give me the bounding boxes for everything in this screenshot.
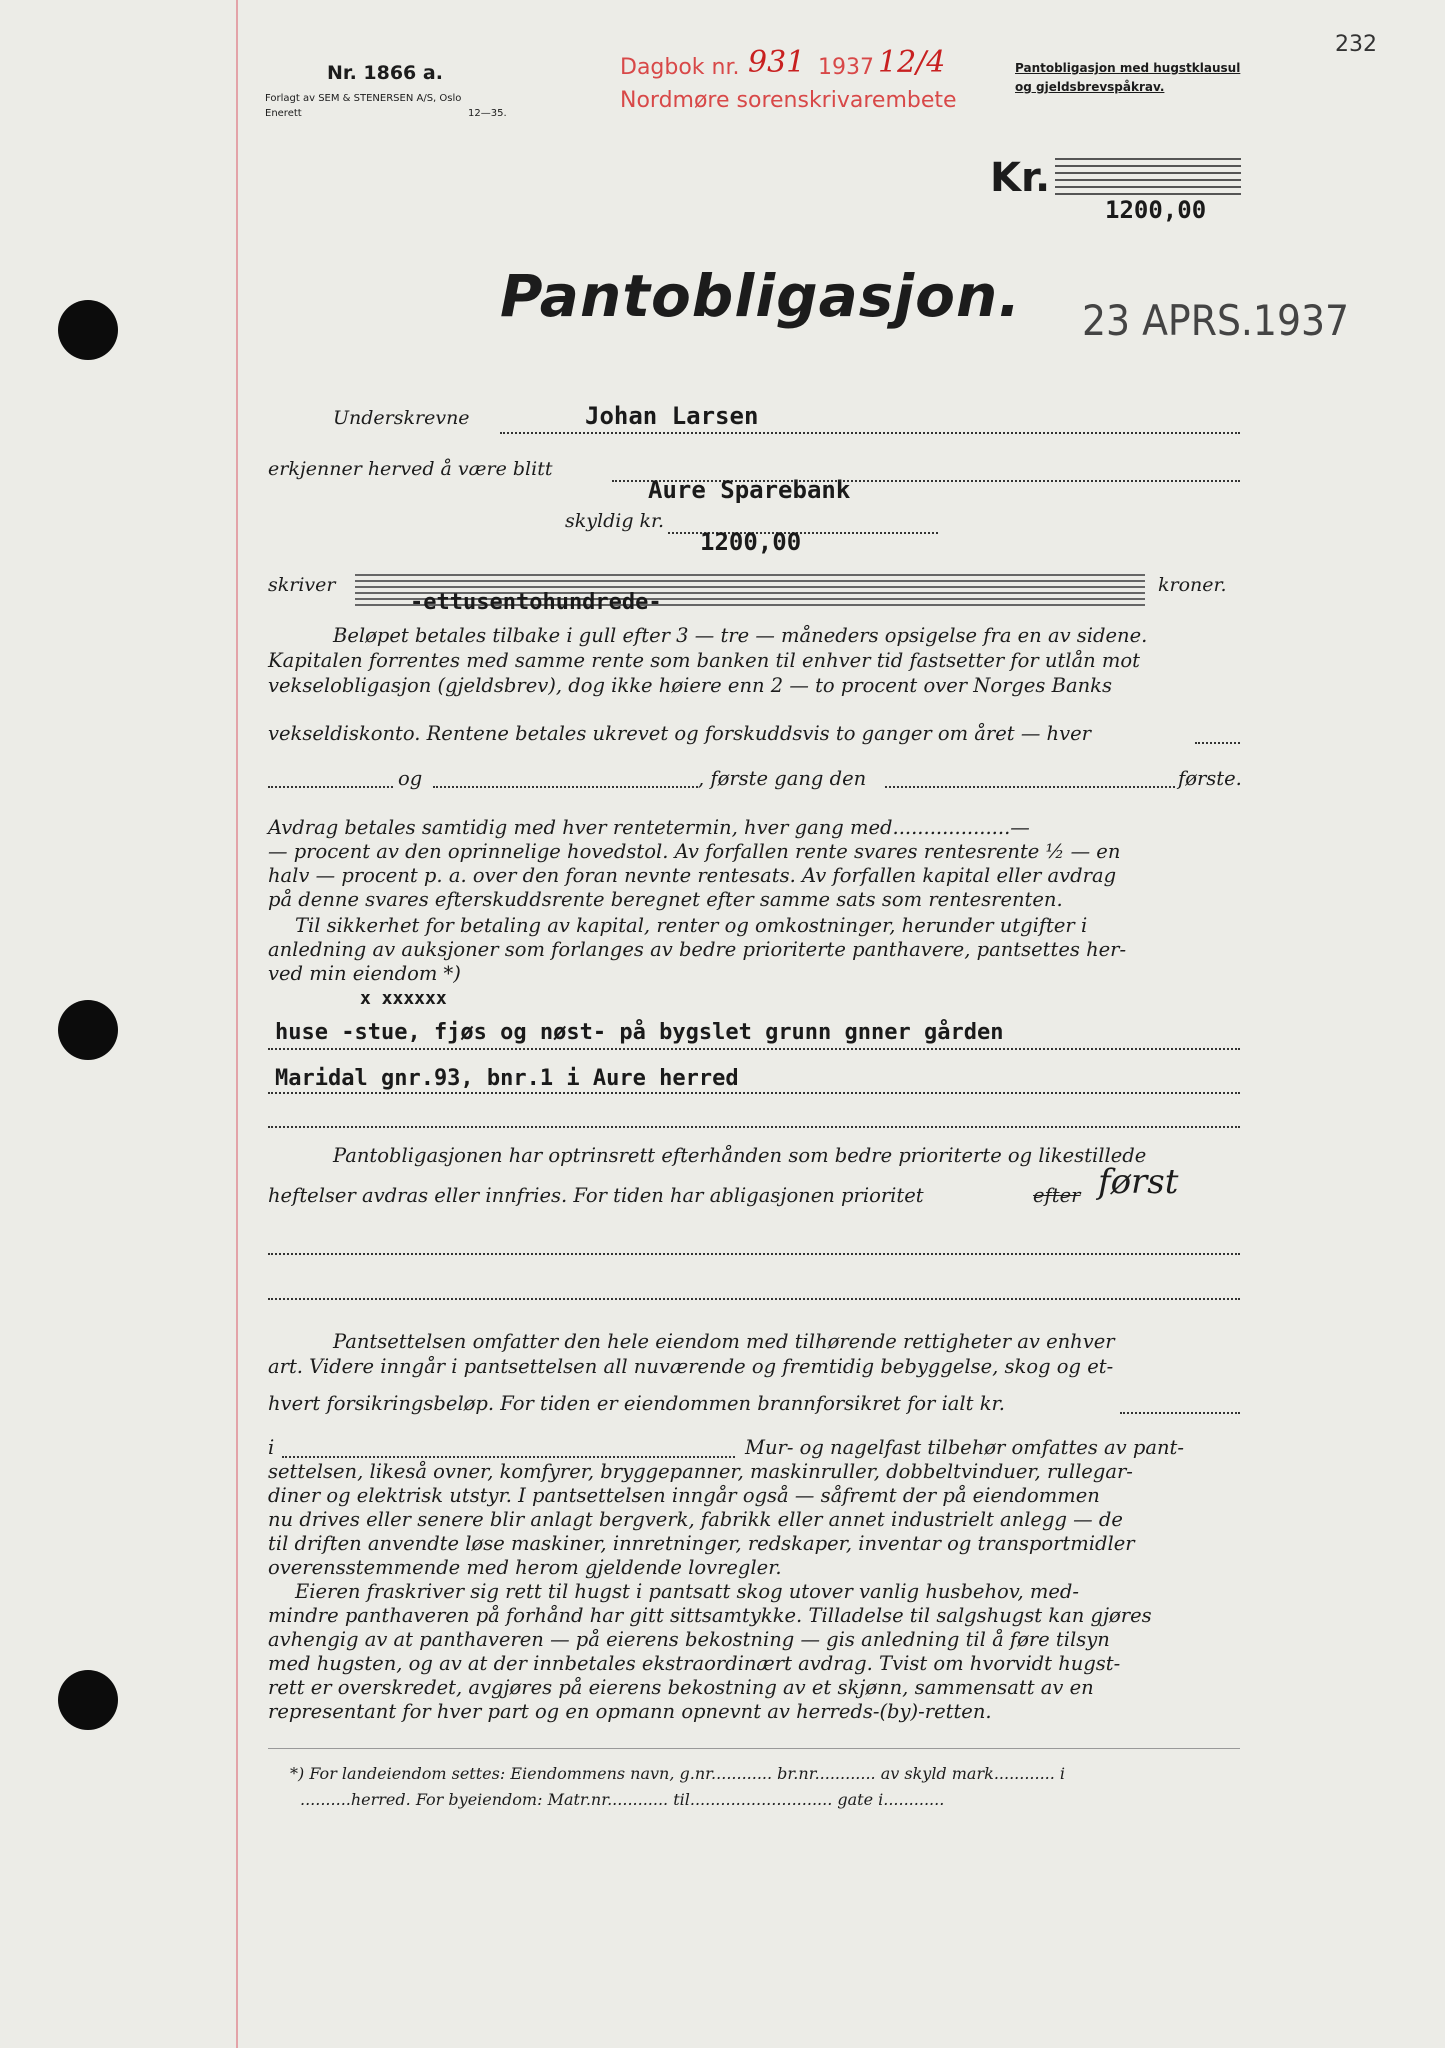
- property-line1: [268, 1048, 1240, 1050]
- para2-line4: på denne svares efterskuddsrente beregnet efter samme sats som rentesrenten.: [268, 888, 1063, 911]
- term-date2-line: [433, 786, 698, 788]
- terms-forstk: første.: [1178, 767, 1242, 790]
- para1-hver-line: [1195, 742, 1240, 744]
- para3-line2: heftelser avdras eller innfries. For tiden har abligasjonen prioritet: [268, 1184, 924, 1207]
- term-date1-line: [268, 786, 393, 788]
- term-date3-line: [885, 786, 1175, 788]
- undersigned-line: [500, 432, 1240, 434]
- para2-line3: halv — procent p. a. over den foran nevnte rentesats. Av forfallen kapital eller avdrag: [268, 864, 1117, 887]
- para4-insurance: hvert forsikringsbeløp. For tiden er eiendommen brannforsikret for ialt kr.: [268, 1392, 1005, 1415]
- para3-blank2: [268, 1298, 1240, 1300]
- property-overtype: x xxxxxx: [360, 988, 447, 1009]
- para4-rest3: nu drives eller senere blir anlagt bergverk, fabrikk eller annet industrielt anlegg — de: [268, 1508, 1123, 1531]
- property-line2: [268, 1092, 1240, 1094]
- footnote-rule: [268, 1748, 1240, 1749]
- property-text1: huse -stue, fjøs og nøst- på bygslet grunn gnner gården: [275, 1020, 1004, 1045]
- terms-first: , første gang den: [698, 767, 867, 790]
- para4-rest10: rett er overskredet, avgjøres på eierens bekostning av et skjønn, sammensatt av en: [268, 1676, 1094, 1699]
- writes-label: skriver: [268, 574, 336, 596]
- property-line3: [268, 1126, 1240, 1128]
- publisher-enerett: Enerett: [265, 108, 302, 119]
- page-title: Pantobligasjon.: [500, 262, 1022, 330]
- acknowledges-label: erkjenner herved å være blitt: [268, 458, 553, 480]
- para2-line6: anledning av auksjoner som forlanges av bedre prioriterte panthavere, pantsettes her-: [268, 938, 1127, 961]
- publisher-line: Forlagt av SEM & STENERSEN A/S, Oslo: [265, 93, 462, 104]
- punch-hole-top: [58, 300, 118, 360]
- margin-rule: [236, 0, 238, 2048]
- para4-rest4: til driften anvendte løse maskiner, innretninger, redskaper, inventar og transportmidler: [268, 1532, 1135, 1555]
- undersigned-label: Underskrevne: [333, 407, 470, 429]
- office-stamp: Nordmøre sorenskrivarembete: [620, 88, 957, 113]
- para4-i: i: [268, 1436, 275, 1459]
- para2-line2: — procent av den oprinnelige hovedstol. Av forfallen rente svares rentesrente ½ — en: [268, 840, 1121, 863]
- undersigned-value: Johan Larsen: [585, 402, 759, 430]
- terms-og: og: [398, 767, 423, 790]
- para4-rest7: mindre panthaveren på forhånd har gitt sittsamtykke. Tilladelse til salgshugst kan gjøres: [268, 1604, 1152, 1627]
- writes-value: -ettusentohundrede-: [410, 590, 662, 615]
- publisher-date: 12—35.: [468, 108, 507, 119]
- doc-type-line2: og gjeldsbrevspåkrav.: [1015, 80, 1165, 94]
- property-text2: Maridal gnr.93, bnr.1 i Aure herred: [275, 1066, 739, 1091]
- punch-hole-middle: [58, 1000, 118, 1060]
- amount-box: [1055, 158, 1241, 200]
- date-stamp: 23 APRS.1937: [1082, 296, 1350, 345]
- creditor-value: Aure Sparebank: [648, 476, 851, 504]
- insurance-company-line: [282, 1456, 735, 1458]
- owing-value: 1200,00: [700, 528, 802, 556]
- para4-rest11: representant for hver part og en opmann opnevnt av herreds-(by)-retten.: [268, 1700, 992, 1723]
- para2-line1: Avdrag betales samtidig med hver rentetermin, hver gang med...................—: [268, 816, 1030, 839]
- para1-line3: vekselobligasjon (gjeldsbrev), dog ikke høiere enn 2 — to procent over Norges Banks: [268, 674, 1112, 697]
- owing-label: skyldig kr.: [565, 510, 665, 532]
- para4-rest9: med hugsten, og av at der innbetales ekstraordinært avdrag. Tvist om hvorvidt hugst-: [268, 1652, 1121, 1675]
- para1-line4: vekseldiskonto. Rentene betales ukrevet og forskuddsvis to ganger om året — hver: [268, 722, 1091, 745]
- kroner-label: kroner.: [1158, 574, 1227, 596]
- dagbok-label: Dagbok nr.: [620, 55, 740, 80]
- page-number: 232: [1335, 32, 1377, 57]
- para4-line2: art. Videre inngår i pantsettelsen all nuværende og fremtidig bebyggelse, skog og et-: [268, 1355, 1114, 1378]
- dagbok-number: 931: [748, 45, 806, 80]
- amount-label: Kr.: [990, 155, 1051, 201]
- doc-type-line1: Pantobligasjon med hugstklausul: [1015, 61, 1241, 75]
- dagbok-date: 12/4: [878, 45, 946, 80]
- struck-word: efter: [1033, 1184, 1081, 1207]
- footnote-line1: *) For landeiendom settes: Eiendommens navn, g.nr............ br.nr............ av skyld mark............ i: [290, 1764, 1066, 1783]
- para4-rest6: Eieren fraskriver sig rett til hugst i pantsatt skog utover vanlig husbehov, med-: [295, 1580, 1079, 1603]
- para1-line1: Beløpet betales tilbake i gull efter 3 — tre — måneders opsigelse fra en av sidene.: [333, 624, 1148, 647]
- para4-rest5: overensstemmende med herom gjeldende lovregler.: [268, 1556, 782, 1579]
- para1-line2: Kapitalen forrentes med samme rente som banken til enhver tid fastsetter for utlån mot: [268, 649, 1140, 672]
- para3-line1: Pantobligasjonen har optrinsrett efterhånden som bedre prioriterte og likestillede: [333, 1144, 1147, 1167]
- punch-hole-bottom: [58, 1670, 118, 1730]
- amount-value: 1200,00: [1105, 196, 1207, 224]
- para4-rest-first: Mur- og nagelfast tilbehør omfattes av pant-: [745, 1436, 1184, 1459]
- para4-line1: Pantsettelsen omfatter den hele eiendom med tilhørende rettigheter av enhver: [333, 1330, 1115, 1353]
- priority-handwritten: først: [1098, 1162, 1179, 1202]
- insurance-amount-line: [1120, 1412, 1240, 1414]
- form-number: Nr. 1866 a.: [327, 62, 443, 84]
- para4-rest8: avhengig av at panthaveren — på eierens bekostning — gis anledning til å føre tilsyn: [268, 1628, 1110, 1651]
- para3-blank1: [268, 1253, 1240, 1255]
- para4-rest2: diner og elektrisk utstyr. I pantsettelsen inngår også — såfremt der på eiendommen: [268, 1484, 1100, 1507]
- para2-line5: Til sikkerhet for betaling av kapital, renter og omkostninger, herunder utgifter i: [295, 914, 1088, 937]
- para4-rest1: settelsen, likeså ovner, komfyrer, bryggepanner, maskinruller, dobbeltvinduer, rullegar-: [268, 1460, 1133, 1483]
- para2-line7: ved min eiendom *): [268, 962, 461, 985]
- footnote-line2: ..........herred. For byeiendom: Matr.nr............ til............................ gate i............: [300, 1790, 945, 1809]
- dagbok-year: 1937: [818, 55, 874, 80]
